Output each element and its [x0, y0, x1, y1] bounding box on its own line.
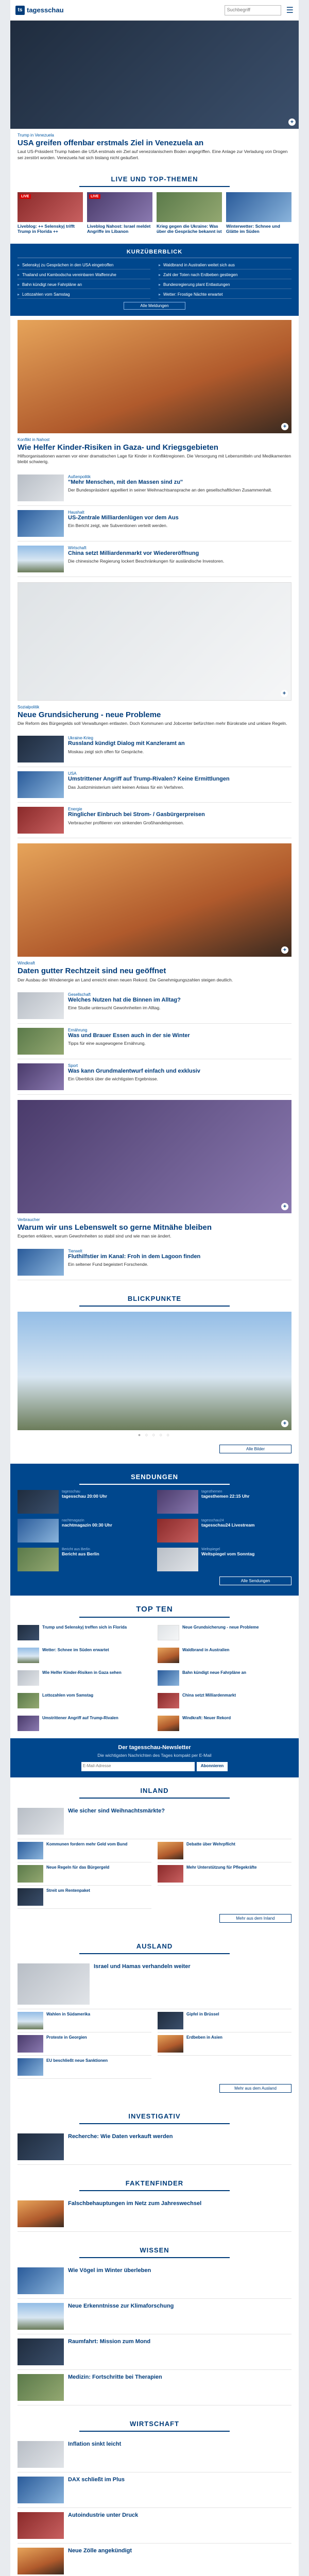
story-kicker: Konflikt in Nahost — [18, 437, 50, 442]
story-large[interactable] — [10, 1100, 299, 1245]
inland-item-title: Neue Regeln für das Bürgergeld — [46, 1865, 110, 1870]
story-teaser: Experten erklären, warum Gewohnheiten so stabil sind und wie man sie ändert. — [18, 1233, 171, 1239]
live-card[interactable] — [87, 192, 152, 234]
story-item[interactable] — [18, 1059, 291, 1095]
inland-item-title: Mehr Unterstützung für Pflegekräfte — [186, 1865, 257, 1870]
site-header — [10, 0, 299, 21]
ausland-item[interactable] — [18, 2032, 151, 2056]
story-list — [10, 1245, 299, 1285]
sendung-kicker: Bericht aus Berlin — [62, 1547, 90, 1551]
topten-item-title: Lottozahlen vom Samstag — [42, 1692, 94, 1698]
ausland-item-title: Wahlen in Südamerika — [46, 2011, 91, 2016]
blickpunkte-title: BLICKPUNKTE — [79, 1291, 230, 1307]
ausland-title: AUSLAND — [79, 1938, 230, 1954]
expand-icon[interactable]: + — [281, 946, 288, 954]
kurz-item[interactable]: ▸ Bundesregierung plant Entlastungen — [159, 281, 291, 289]
lead-kicker: Trump in Venezuela — [18, 133, 54, 138]
story-item[interactable] — [18, 1024, 291, 1059]
investigativ-item[interactable] — [18, 2129, 291, 2165]
story-title[interactable]: Warum wir uns Lebenswelt so gerne Mitnähe bleiben — [18, 1223, 212, 1232]
inland-item[interactable] — [158, 1839, 291, 1862]
story-kicker: Haushalt — [68, 510, 84, 515]
topten-item[interactable] — [158, 1691, 291, 1710]
story-teaser: Das Justizministerium sieht keinen Anlass für ein Verfahren. — [68, 784, 184, 790]
expand-icon[interactable]: + — [288, 118, 296, 126]
story-kicker: Gesellschaft — [68, 992, 91, 997]
inland-item-title: Debatte über Wehrpflicht — [186, 1841, 235, 1846]
live-card[interactable] — [18, 192, 83, 234]
story-title: Umstrittener Angriff auf Trump-Rivalen? Keine Ermittlungen — [68, 776, 230, 783]
story-teaser: Der Ausbau der Windenergie an Land erreicht einen neuen Rekord. Die Genehmigungszahlen steigen deutlich. — [18, 977, 233, 982]
story-item[interactable] — [18, 767, 291, 803]
wirtschaft-title: WIRTSCHAFT — [79, 2416, 230, 2432]
topten-item-title: Windkraft: Neuer Rekord — [182, 1715, 231, 1720]
expand-icon[interactable]: + — [281, 1420, 288, 1427]
blickpunkte-more-button[interactable]: Alle Bilder — [219, 1445, 291, 1453]
kurz-item[interactable]: ▸ Lottozahlen vom Samstag — [18, 291, 150, 299]
investigativ-section — [10, 2103, 299, 2170]
story-kicker: Energie — [68, 807, 82, 812]
kurz-more-button[interactable]: Alle Meldungen — [124, 302, 185, 310]
newsletter-subscribe-button[interactable]: Abonnieren — [197, 1762, 228, 1771]
lead-story[interactable] — [10, 21, 299, 166]
story-large[interactable] — [10, 320, 299, 470]
story-title: China setzt Milliardenmarkt vor Wiedereröffnung — [68, 550, 199, 556]
wirtschaft-item[interactable] — [18, 2472, 291, 2508]
wissen-item[interactable] — [18, 2299, 291, 2334]
story-title: Was und Brauer Essen auch in der sie Winter — [68, 1032, 190, 1039]
sendung-title: tagesschau 20:00 Uhr — [62, 1493, 107, 1499]
menu-icon[interactable]: ☰ — [286, 6, 294, 15]
sendungen-section — [10, 1464, 299, 1596]
wirtschaft-item[interactable] — [18, 2508, 291, 2544]
ausland-item-title: EU beschließt neue Sanktionen — [46, 2058, 108, 2063]
live-card[interactable] — [226, 192, 291, 234]
faktenfinder-title: FAKTENFINDER — [79, 2175, 230, 2191]
story-item[interactable] — [18, 506, 291, 541]
story-item[interactable] — [18, 470, 291, 506]
kurz-item[interactable]: ▸ Zahl der Toten nach Erdbeben gestiegen — [159, 271, 291, 279]
topten-item-title: Wetter: Schnee im Süden erwartet — [42, 1647, 109, 1652]
live-card-title: Liveblog: ++ Selenskyj trifft Trump in Florida ++ — [18, 224, 75, 234]
story-item[interactable] — [18, 1245, 291, 1280]
sendung-title: nachtmagazin 00:30 Uhr — [62, 1522, 112, 1528]
wirtschaft-section — [10, 2411, 299, 2576]
story-title: Ringlicher Einbruch bei Strom- / Gasbürgerpreisen — [68, 811, 205, 818]
story-list — [10, 732, 299, 843]
inland-section — [10, 1777, 299, 1933]
ausland-item[interactable] — [18, 2056, 151, 2079]
ausland-item[interactable] — [158, 2032, 291, 2056]
newsletter-text: Die wichtigsten Nachrichten des Tages kompakt per E-Mail — [97, 1753, 212, 1758]
live-card-title: Liveblog Nahost: Israel meldet Angriffe im Libanon — [87, 224, 151, 234]
wissen-item[interactable] — [18, 2334, 291, 2370]
kurz-title: KURZÜBERBLICK — [18, 249, 291, 258]
story-teaser: Tipps für eine ausgewogene Ernährung. — [68, 1041, 146, 1046]
sendung-card[interactable] — [157, 1519, 291, 1543]
sendung-kicker: Weltspiegel — [201, 1547, 220, 1551]
story-item[interactable] — [18, 988, 291, 1024]
story-teaser: Der Bundespräsident appelliert in seiner Weihnachtsansprache an den gesellschaftlichen Zusammenhalt. — [68, 487, 272, 493]
live-badge: LIVE — [20, 194, 31, 199]
page — [10, 0, 299, 2576]
inland-title: INLAND — [79, 1783, 230, 1799]
live-badge: LIVE — [89, 194, 100, 199]
ausland-section — [10, 1933, 299, 2103]
ausland-item[interactable] — [18, 2009, 151, 2032]
sendung-card[interactable] — [157, 1548, 291, 1571]
topten-item[interactable] — [158, 1668, 291, 1688]
topten-item[interactable] — [18, 1646, 151, 1665]
wissen-section — [10, 2237, 299, 2411]
topten-title: TOP TEN — [79, 1601, 230, 1618]
topten-item-title: China setzt Milliardenmarkt — [182, 1692, 236, 1698]
story-title: Welches Nutzen hat die Binnen im Alltag? — [68, 997, 181, 1004]
search-input[interactable]: Suchbegriff — [225, 5, 281, 15]
inland-more-button[interactable]: Mehr aus dem Inland — [219, 1914, 291, 1923]
blickpunkte-section — [10, 1285, 299, 1464]
sendung-card[interactable] — [18, 1490, 152, 1514]
live-section — [10, 166, 299, 239]
carousel-dots[interactable]: ● ○ ○ ○ ○ — [138, 1432, 171, 1437]
sendung-card[interactable] — [18, 1548, 152, 1571]
wissen-item-title: Wie Vögel im Winter überleben — [68, 2267, 151, 2274]
lead-teaser: Laut US-Präsident Trump haben die USA erstmals ein Ziel auf venezolanischem Boden angegriffen. Eine Anlage zur Verladung von Drogen sei zerstört worden. Venezuela hat sich bislang nicht geäußert. — [18, 149, 288, 160]
story-kicker: USA — [68, 771, 77, 776]
kurz-item[interactable]: ▸ Wetter: Frostige Nächte erwartet — [159, 291, 291, 299]
inland-item-title: Wie sicher sind Weihnachtsmärkte? — [68, 1807, 165, 1814]
story-item[interactable] — [18, 541, 291, 577]
story-kicker: Ernährung — [68, 1028, 88, 1033]
faktenfinder-item[interactable] — [18, 2196, 291, 2232]
story-teaser: Eine Studie untersucht Gewohnheiten im Alltag. — [68, 1005, 161, 1011]
inland-item[interactable] — [18, 1886, 151, 1909]
logo[interactable] — [15, 6, 64, 15]
investigativ-title: INVESTIGATIV — [79, 2108, 230, 2124]
sendung-title: Bericht aus Berlin — [62, 1551, 99, 1556]
wissen-title: WISSEN — [79, 2242, 230, 2258]
inland-item[interactable] — [158, 1862, 291, 1886]
wissen-item[interactable] — [18, 2263, 291, 2299]
faktenfinder-item-title: Falschbehauptungen im Netz zum Jahreswechsel — [68, 2200, 202, 2207]
kurz-item[interactable]: ▸ Thailand und Kambodscha vereinbaren Waffenruhe — [18, 271, 150, 279]
newsletter-title: Der tagesschau-Newsletter — [118, 1744, 191, 1751]
topten-item[interactable] — [18, 1623, 151, 1642]
story-kicker: Sport — [68, 1063, 78, 1069]
ausland-item-title: Proteste in Georgien — [46, 2035, 87, 2040]
story-teaser: Verbraucher profitieren von sinkenden Großhandelspreisen. — [68, 820, 184, 825]
topten-item-title: Wie Helfer Kinder-Risiken in Gaza sehen — [42, 1670, 122, 1675]
topten-item[interactable] — [158, 1714, 291, 1733]
story-title: "Mehr Menschen, mit den Massen sind zu" — [68, 479, 183, 485]
sendung-kicker: tagesschau24 — [201, 1518, 224, 1522]
lead-image[interactable] — [10, 21, 299, 129]
wirtschaft-item[interactable] — [18, 2544, 291, 2576]
story-kicker: Windkraft — [18, 961, 35, 966]
story-teaser: Die Reform des Bürgergelds soll Verwaltungen entlasten. Doch Kommunen und Jobcenter befürchten mehr Bürokratie und unklare Regeln. — [18, 721, 287, 726]
wissen-item-title: Medizin: Fortschritte bei Therapien — [68, 2374, 162, 2380]
logo-text: tagesschau — [27, 6, 64, 14]
story-title: US-Zentrale Milliardenlügen vor dem Aus — [68, 514, 179, 521]
ausland-item-title: Israel und Hamas verhandeln weiter — [94, 1963, 191, 1970]
story-title[interactable]: Neue Grundsicherung - neue Probleme — [18, 710, 161, 719]
wirtschaft-item[interactable] — [18, 2437, 291, 2472]
story-teaser: Ein Überblick über die wichtigsten Ergebnisse. — [68, 1076, 158, 1082]
story-teaser: Hilfsorganisationen warnen vor einer dramatischen Lage für Kinder in Konfliktregionen. Die Versorgung mit Lebensmitteln und Medikamenten bleibt schwierig. — [18, 453, 291, 465]
topten-section — [10, 1596, 299, 1738]
topten-item[interactable] — [18, 1668, 151, 1688]
ausland-item-title: Erdbeben in Asien — [186, 2035, 222, 2040]
story-teaser: Moskau zeigt sich offen für Gespräche. — [68, 749, 144, 754]
sendung-title: Weltspiegel vom Sonntag — [201, 1551, 255, 1556]
topten-item-title: Umstrittener Angriff auf Trump-Rivalen — [42, 1715, 118, 1720]
sendungen-title: SENDUNGEN — [79, 1469, 230, 1485]
sendung-title: tagesschau24 Livestream — [201, 1522, 255, 1528]
sendung-kicker: tagesschau — [62, 1489, 80, 1494]
wirtschaft-item-title: DAX schließt im Plus — [68, 2476, 125, 2483]
sendung-card[interactable] — [157, 1490, 291, 1514]
story-kicker: Verbraucher — [18, 1217, 40, 1223]
ausland-item[interactable] — [158, 2009, 291, 2032]
story-item[interactable] — [18, 803, 291, 838]
story-item[interactable] — [18, 732, 291, 767]
kurz-item[interactable]: ▸ Selenskyj zu Gesprächen in den USA eingetroffen — [18, 261, 150, 269]
story-title: Was kann Grundmalentwurf einfach und exklusiv — [68, 1068, 200, 1075]
expand-icon[interactable]: + — [281, 690, 288, 697]
story-large[interactable] — [10, 582, 299, 732]
story-kicker: Wirtschaft — [68, 545, 87, 550]
topten-item[interactable] — [158, 1623, 291, 1642]
wirtschaft-item-title: Neue Zölle angekündigt — [68, 2547, 132, 2554]
live-section-title: LIVE UND TOP-THEMEN — [79, 171, 230, 187]
investigativ-item-title: Recherche: Wie Daten verkauft werden — [68, 2133, 173, 2140]
kurzueberblick — [10, 244, 299, 316]
wissen-item[interactable] — [18, 2370, 291, 2405]
topten-item-title: Bahn kündigt neue Fahrpläne an — [182, 1670, 247, 1675]
story-title[interactable]: Wie Helfer Kinder-Risiken in Gaza- und Kriegsgebieten — [18, 443, 218, 452]
topten-item-title: Trump und Selenskyj treffen sich in Florida — [42, 1624, 127, 1630]
story-large[interactable] — [10, 843, 299, 988]
story-list — [10, 470, 299, 582]
sendung-kicker: nachtmagazin — [62, 1518, 84, 1522]
inland-item[interactable] — [18, 1862, 151, 1886]
sendung-kicker: tagesthemen — [201, 1489, 222, 1494]
ausland-item[interactable] — [18, 1959, 291, 2009]
sendung-card[interactable] — [18, 1519, 152, 1543]
topten-item-title: Waldbrand in Australien — [182, 1647, 230, 1652]
wissen-item-title: Raumfahrt: Mission zum Mond — [68, 2338, 151, 2345]
story-list — [10, 988, 299, 1100]
live-card-title: Winterwetter: Schnee und Glätte im Süden — [226, 224, 280, 234]
ausland-more-button[interactable]: Mehr aus dem Ausland — [219, 2084, 291, 2093]
story-title[interactable]: Daten gutter Rechtzeit sind neu geöffnet — [18, 967, 166, 976]
story-kicker: Sozialpolitik — [18, 704, 40, 709]
story-teaser: Ein seltener Fund begeistert Forschende. — [68, 1262, 148, 1267]
inland-item[interactable] — [18, 1804, 291, 1839]
story-kicker: Ukraine-Krieg — [68, 736, 93, 741]
story-title: Fluthilfstier im Kanal: Froh in dem Lagoon finden — [68, 1253, 201, 1260]
faktenfinder-section — [10, 2170, 299, 2237]
kurz-item[interactable]: ▸ Bahn kündigt neue Fahrpläne an — [18, 281, 150, 289]
topten-item-title: Neue Grundsicherung - neue Probleme — [182, 1624, 259, 1630]
story-title: Russland kündigt Dialog mit Kanzleramt an — [68, 740, 185, 747]
inland-item-title: Kommunen fordern mehr Geld vom Bund — [46, 1841, 128, 1846]
inland-item-title: Streit um Rentenpaket — [46, 1888, 90, 1893]
sendung-title: tagesthemen 22:15 Uhr — [201, 1493, 250, 1499]
kurz-item[interactable]: ▸ Waldbrand in Australien weitet sich aus — [159, 261, 291, 269]
story-teaser: Ein Bericht zeigt, wie Subventionen verteilt werden. — [68, 522, 168, 528]
newsletter-box — [10, 1738, 299, 1777]
topten-item[interactable] — [18, 1691, 151, 1710]
expand-icon[interactable]: + — [281, 423, 288, 430]
wirtschaft-item-title: Autoindustrie unter Druck — [68, 2512, 139, 2518]
wirtschaft-item-title: Inflation sinkt leicht — [68, 2441, 122, 2447]
inland-item[interactable] — [18, 1839, 151, 1862]
story-kicker: Außenpolitik — [68, 474, 91, 479]
newsletter-email-input[interactable]: E-Mail-Adresse — [81, 1762, 195, 1771]
blickpunkte-image[interactable] — [18, 1312, 291, 1430]
sendungen-more-button[interactable]: Alle Sendungen — [219, 1577, 291, 1585]
ausland-item-title: Gipfel in Brüssel — [186, 2011, 219, 2016]
lead-title[interactable]: USA greifen offenbar erstmals Ziel in Venezuela an — [18, 139, 204, 147]
story-kicker: Tierwelt — [68, 1248, 82, 1253]
topten-item[interactable] — [158, 1646, 291, 1665]
story-teaser: Die chinesische Regierung lockert Beschränkungen für ausländische Investoren. — [68, 558, 225, 564]
topten-item[interactable] — [18, 1714, 151, 1733]
expand-icon[interactable]: + — [281, 1203, 288, 1210]
live-card[interactable] — [157, 192, 222, 234]
logo-icon: ts — [15, 6, 25, 15]
live-card-title: Krieg gegen die Ukraine: Was über die Gespräche bekannt ist — [157, 224, 222, 234]
wissen-item-title: Neue Erkenntnisse zur Klimaforschung — [68, 2302, 174, 2309]
